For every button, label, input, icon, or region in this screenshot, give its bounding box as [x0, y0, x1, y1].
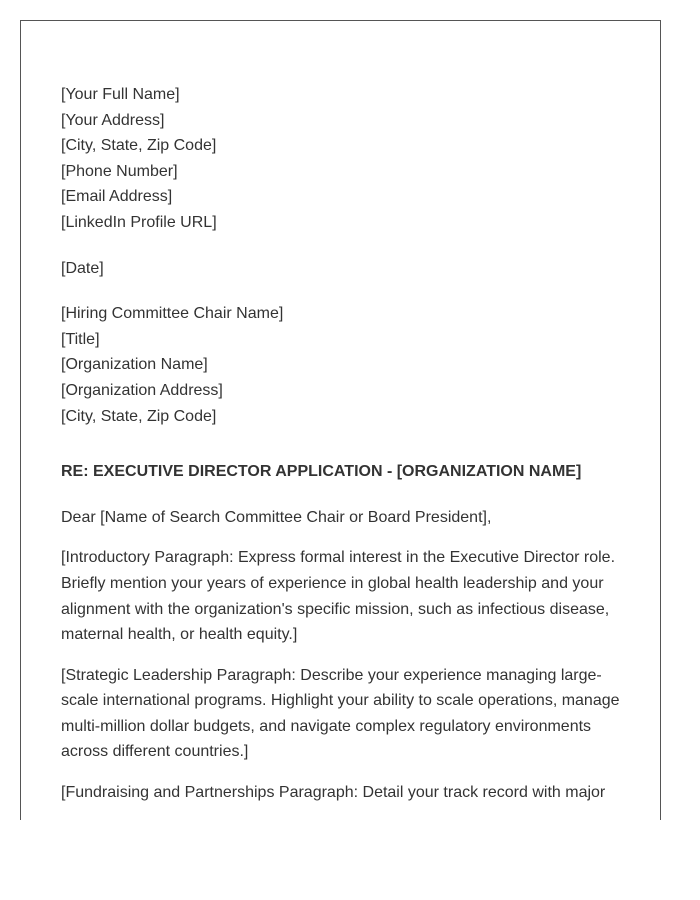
recipient-organization: [Organization Name] — [61, 356, 208, 374]
strategic-leadership-paragraph: [Strategic Leadership Paragraph: Describe your experience managing large-scale international programs. Highlight your ability to scale operations, manage multi-million dollar budgets, and navigate complex regulatory environments across different countries.] — [61, 666, 620, 761]
recipient-address-block — [61, 301, 621, 429]
recipient-name: [Hiring Committee Chair Name] — [61, 305, 284, 323]
sender-address: [Your Address] — [61, 111, 165, 129]
letter-date: [Date] — [61, 259, 104, 277]
sender-address-block — [61, 82, 621, 236]
fundraising-partnerships-paragraph: [Fundraising and Partnerships Paragraph: Detail your track record with major — [61, 784, 606, 802]
letter-content — [61, 82, 621, 806]
sender-linkedin: [LinkedIn Profile URL] — [61, 213, 217, 231]
sender-full-name: [Your Full Name] — [61, 86, 180, 103]
introductory-paragraph: [Introductory Paragraph: Express formal interest in the Executive Director role. Briefly mention your years of experience in global health leadership and your alignment with the organization's specific mission, such as infectious disease, maternal health, or health equity.] — [61, 549, 616, 644]
sender-city-state-zip: [City, State, Zip Code] — [61, 137, 217, 155]
sender-email: [Email Address] — [61, 188, 173, 206]
salutation: Dear [Name of Search Committee Chair or Board President], — [61, 508, 492, 526]
recipient-title: [Title] — [61, 330, 100, 348]
recipient-organization-address: [Organization Address] — [61, 381, 223, 399]
letter-page — [20, 20, 661, 820]
sender-phone: [Phone Number] — [61, 162, 178, 180]
recipient-city-state-zip: [City, State, Zip Code] — [61, 407, 217, 425]
subject-line: RE: EXECUTIVE DIRECTOR APPLICATION - [ORGANIZATION NAME] — [61, 463, 582, 481]
